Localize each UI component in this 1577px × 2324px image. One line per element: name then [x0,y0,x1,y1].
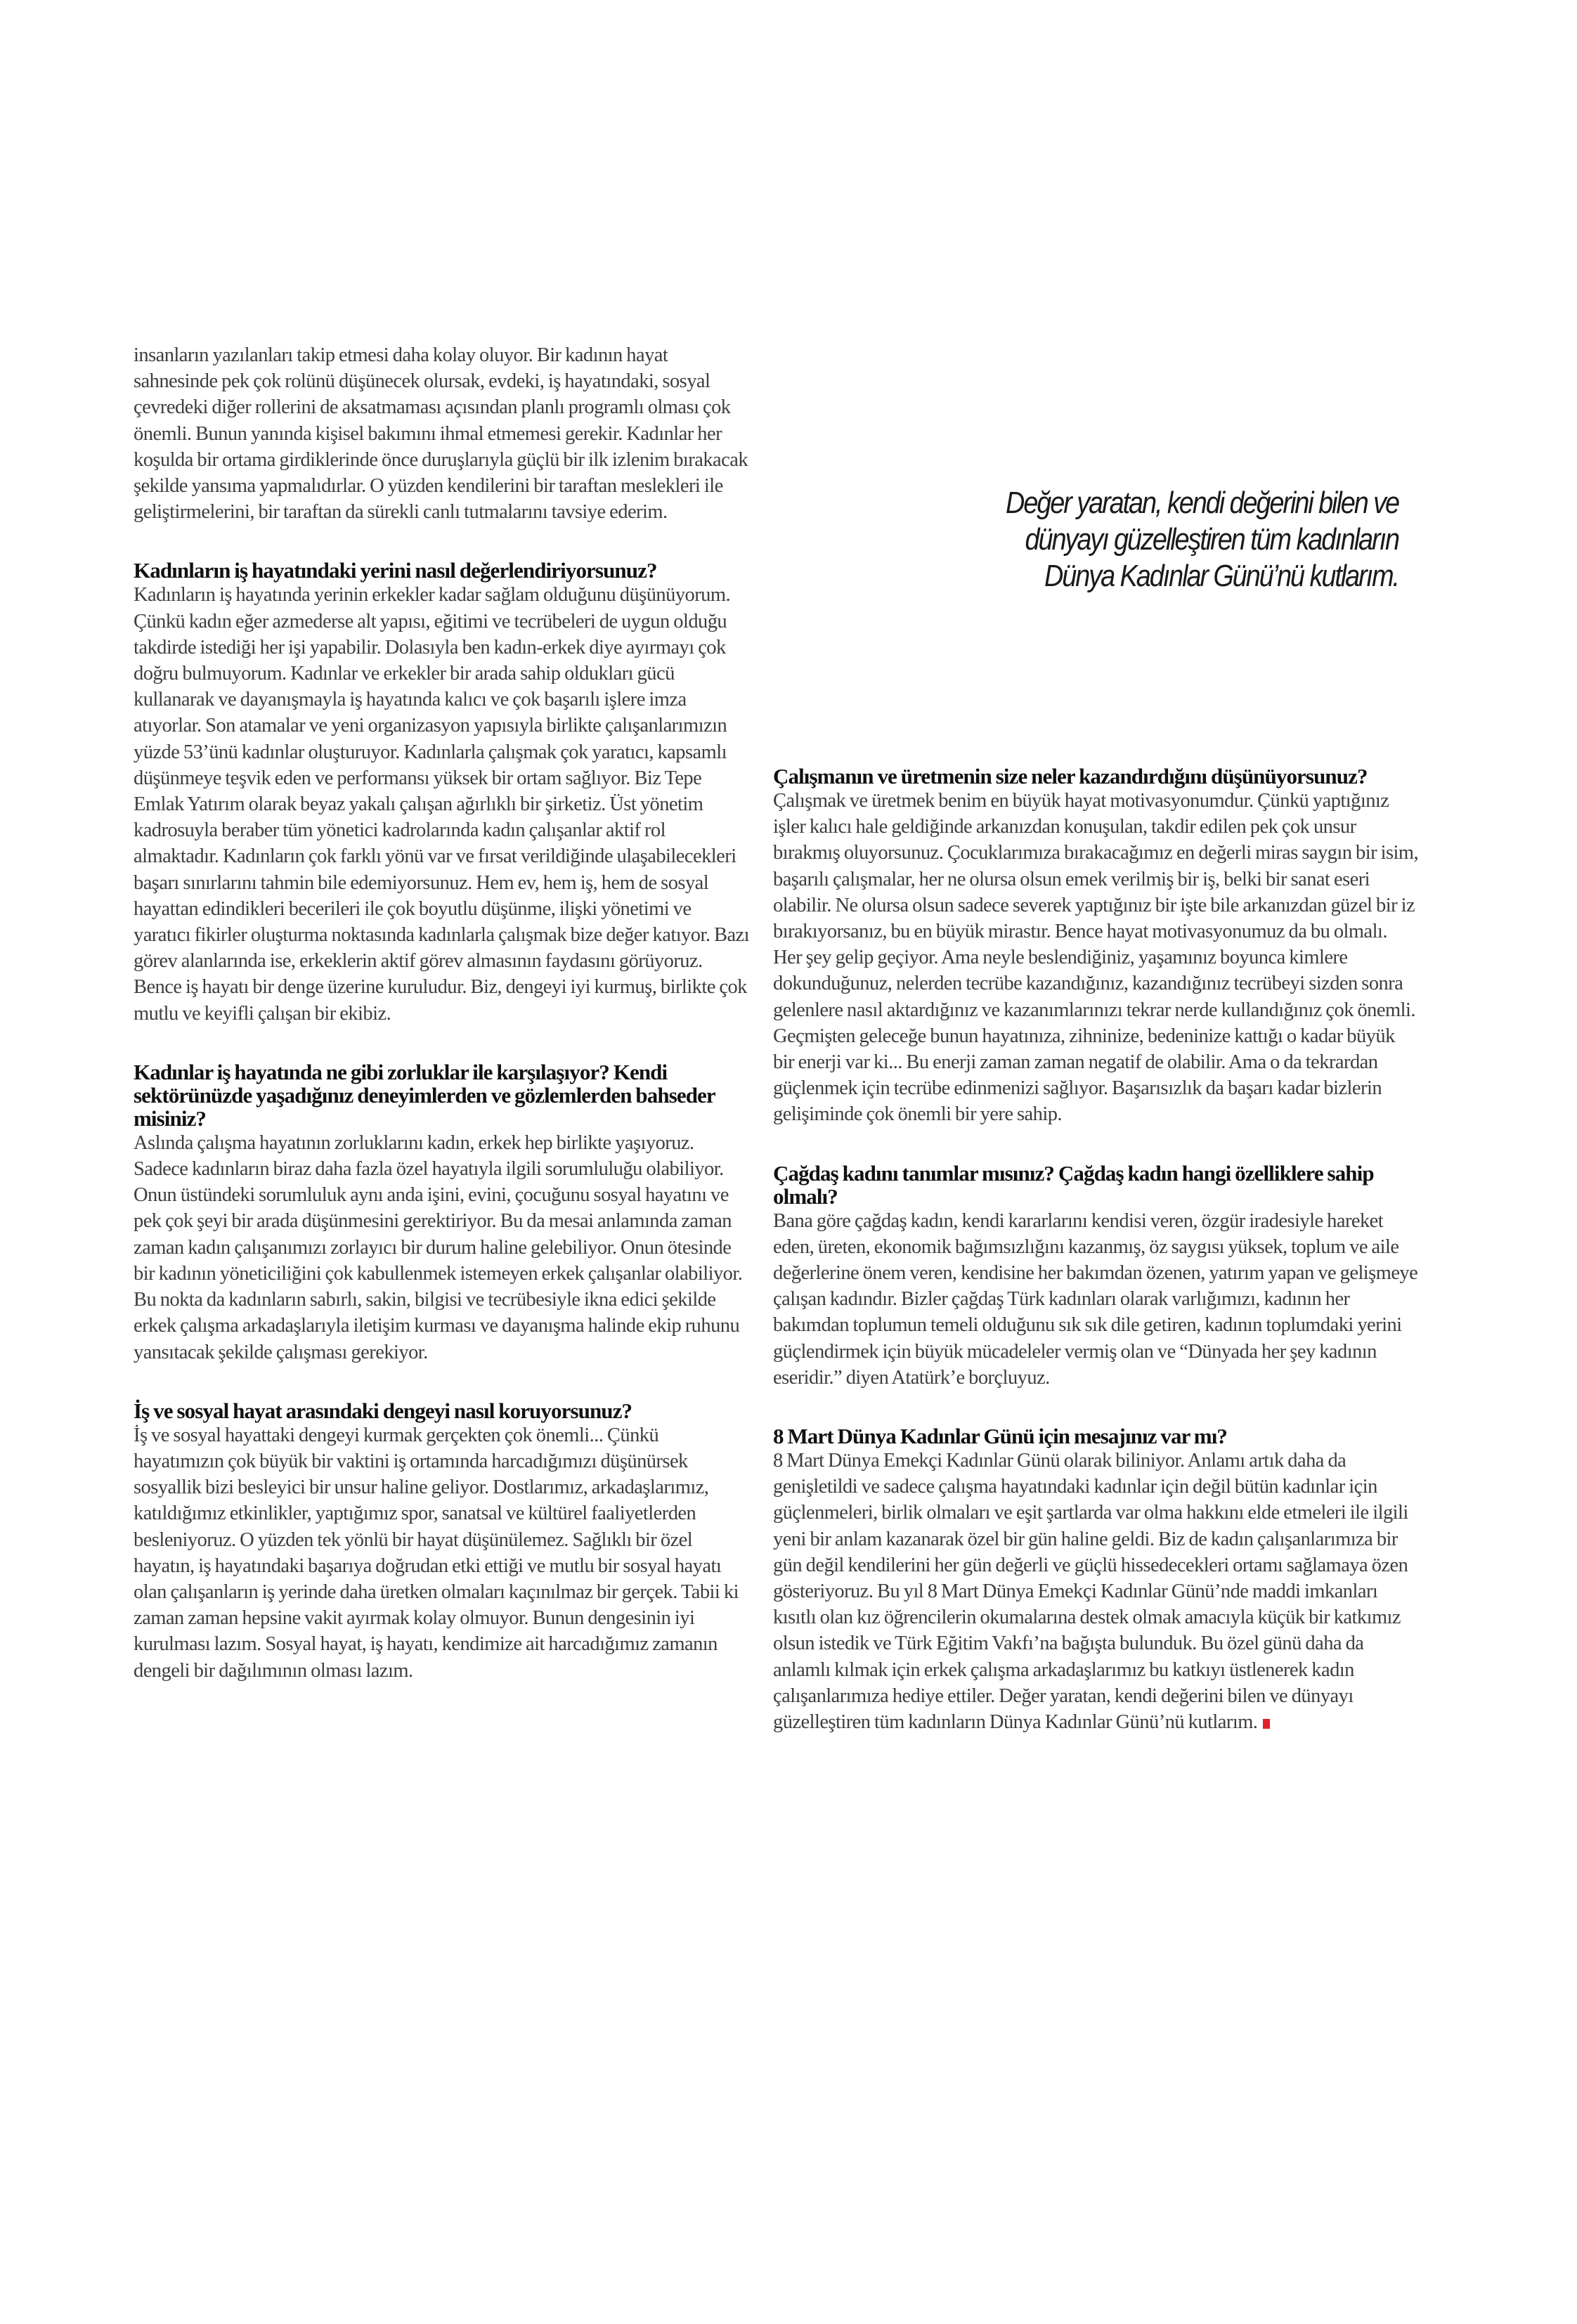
final-answer-paragraph [773,1448,1420,1735]
pull-quote: Değer yaratan, kendi değerini bilen ve dünyayı güzelleştiren tüm kadınların Dünya Kadınlar Günü’nü kutlarım. [1006,486,1398,593]
answer-paragraph: İş ve sosyal hayattaki dengeyi kurmak gerçekten çok önemli... Çünkü hayatımızın çok büyük bir vaktini iş ortamında harcadığımızı düşünürsek sosyallik bizi besleyici bir unsur haline geliyor. Dostlarımız, arkadaşlarımız, katıldığımız etkinlikler, yaptığımız spor, sanatsal ve kültürel faaliyetlerden besleniyoruz. O yüzden tek yönlü bir hayat düşünülemez. Sağlıklı bir özel hayatın, iş hayatındaki başarıya doğrudan etki ettiği ve mutlu bir sosyal hayatı olan çalışanların iş yerinde daha üretken olmaları kaçınılmaz bir gerçek. Tabii ki zaman zaman hepsine vakit ayırmak kolay olmuyor. Bunun dengesinin iyi kurulması lazım. Sosyal hayat, iş hayatı, kendimize ait harcadığımız zamanın dengeli bir dağılımının olması lazım. [134,1424,739,1682]
answer-paragraph: Aslında çalışma hayatının zorluklarını kadın, erkek hep birlikte yaşıyoruz. Sadece kadınların biraz daha fazla özel hayatıyla ilgili sorumluluğu olabiliyor. Onun üstündeki sorumluluk aynı anda işini, evini, çocuğunu sosyal hayatını ve pek çok şeyi bir arada düşünmesini gerektiriyor. Bu da mesai anlamında zaman zaman kadın çalışanımızı zorlayıcı bir durum haline gelebiliyor. Onun ötesinde bir kadının yöneticiliğini çok kabullenmek istemeyen erkek çalışanlar olabiliyor. Bu nokta da kadınların sabırlı, sakin, bilgisi ve tecrübesiyle ikna edici şekilde erkek çalışma arkadaşlarıyla iletişim kurması ve dayanışma halinde ekip ruhunu yansıtacak şekilde çalışması gerekiyor. [134,1131,743,1363]
answer-paragraph: Bana göre çağdaş kadın, kendi kararlarını kendisi veren, özgür iradesiyle hareket eden, üreten, ekonomik bağımsızlığını kazanmış, öz saygısı yüksek, toplum ve aile değerlerine önem veren, kendisine her bakımdan özenen, yatırım yapan ve gelişmeye çalışan kadındır. Bizler çağdaş Türk kadınları olarak varlığımızı, kadının her bakımdan toplumun temeli olduğunu sık sık dile getiren, kadının toplumdaki yerini güçlendirmek için büyük mücadeleler vermiş olan ve “Dünyada her şey kadının eseridir.” diyen Atatürk’e borçluyuz. [773,1209,1418,1389]
end-of-article-square-icon [1263,1719,1270,1729]
intro-paragraph: insanların yazılanları takip etmesi daha kolay oluyor. Bir kadının hayat sahnesinde pek çok rolünü düşünecek olursak, evdeki, iş hayatındaki, sosyal çevredeki diğer rollerini de aksatmaması açısından planlı programlı olması çok önemli. Bunun yanında kişisel bakımını ihmal etmemesi gerekir. Kadınlar her koşulda bir ortama girdiklerinde önce duruşlarıyla güçlü bir ilk izlenim bırakacak şekilde yansıma yapmalıdırlar. O yüzden kendilerini bir taraftan meslekleri ile geliştirmelerini, bir taraftan da sürekli canlı tutmalarını tavsiye ederim. [134,344,748,524]
question-heading: Çağdaş kadını tanımlar mısınız? Çağdaş kadın hangi özelliklere sahip olmalı? [773,1160,1374,1209]
answer-text: 8 Mart Dünya Emekçi Kadınlar Günü olarak biliniyor. Anlamı artık daha da genişletildi ve sadece çalışma hayatındaki kadınlar için değil bütün kadınlar için güçlenmeleri, birlik olmaları ve eşit şartlarda var olma hakkını elde etmeleri ile ilgili yeni bir anlam kazanarak özel bir gün haline geldi. Biz de kadın çalışanlarımıza bir gün değil kendilerini her gün değerli ve güçlü hissedecekleri ortamı sağlamaya özen gösteriyoruz. Bu yıl 8 Mart Dünya Emekçi Kadınlar Günü’nde maddi imkanları kısıtlı olan kız öğrencilerin okumalarına destek olmak amacıyla küçük bir katkımız olsun istedik ve Türk Eğitim Vakfı’na bağışta bulunduk. Bu özel günü daha da anlamlı kılmak için erkek çalışma arkadaşlarımız bu katkıyı üstlenerek kadın çalışanlarımıza hediye ettiler. Değer yaratan, kendi değerini bilen ve dünyayı güzelleştiren tüm kadınların Dünya Kadınlar Günü’nü kutlarım. [773,1450,1408,1734]
question-heading: Çalışmanın ve üretmenin size neler kazandırdığını düşünüyorsunuz? [773,764,1368,788]
answer-paragraph: Kadınların iş hayatında yerinin erkekler kadar sağlam olduğunu düşünüyorum. Çünkü kadın eğer azmederse alt yapısı, eğitimi ve tecrübeleri de uygun olduğu takdirde istediği her işi yapabilir. Dolasıyla ben kadın-erkek diye ayırmayı çok doğru bulmuyorum. Kadınlar ve erkekler bir arada sahip oldukları gücü kullanarak ve dayanışmayla iş hayatında kalıcı ve çok başarılı işlere imza atıyorlar. Son atamalar ve yeni organizasyon yapısıyla birlikte çalışanlarımızın yüzde 53’ünü kadınlar oluşturuyor. Kadınlarla çalışmak çok yaratıcı, kapsamlı düşünmeye teşvik eden ve performansı yüksek bir ortam sağlıyor. Biz Tepe Emlak Yatırım olarak beyaz yakalı çalışan ağırlıklı bir şirketiz. Üst yönetim kadrosuyla beraber tüm yönetici kadrolarında kadın çalışanlar aktif rol almaktadır. Kadınların çok farklı yönü var ve fırsat verildiğinde ulaşabilecekleri başarı sınırlarını tahmin bile edemiyorsunuz. Hem ev, hem iş, hem de sosyal hayattan edindikleri becerileri ile çok boyutlu düşünme, ilişki yönetimi ve yaratıcı fikirler oluşturma noktasında kadınlarla çalışmak bize değer katıyor. Bazı görev alanlarında ise, erkeklerin aktif görev almasının faydasını görüyoruz. Bence iş hayatı bir denge üzerine kuruludur. Biz, dengeyi iyi kurmuş, birlikte çok mutlu ve keyifli çalışan bir ekibiz. [134,584,750,1025]
question-heading: Kadınlar iş hayatında ne gibi zorluklar ile karşılaşıyor? Kendi sektörünüzde yaşadığınız deneyimlerden ve gözlemlerden bahseder misiniz? [134,1059,715,1131]
right-column [773,765,1420,1735]
question-heading: İş ve sosyal hayat arasındaki dengeyi nasıl koruyorsunuz? [134,1398,632,1423]
answer-paragraph: Çalışmak ve üretmek benim en büyük hayat motivasyonumdur. Çünkü yaptığınız işler kalıcı hale geldiğinde arkanızdan konuşulan, takdir edilen pek çok unsur bırakmış oluyorsunuz. Çocuklarımıza bırakacağımız en değerli miras saygın bir isim, başarılı çalışmalar, her ne olursa olsun emek verilmiş bir iş, belki bir sanat eseri olabilir. Ne olursa olsun sadece severek yaptığınız bir işte bile arkanızdan güzel bir iz bırakıyorsanız, bu en büyük mirastır. Bence hayat motivasyonumuz da bu olmalı. Her şey gelip geçiyor. Ama neyle beslendiğiniz, yaşamınız boyunca kimlere dokunduğunuz, nelerden tecrübe kazandığınız, kazandığınız tecrübeyi sizden sonra gelenlere nasıl aktardığınız ve kazanımlarınızı tekrar nerde kullandığınız çok önemli. Geçmişten geleceğe bunun hayatınıza, zihninize, bedeninize kattığı o kadar büyük bir enerji var ki... Bu enerji zaman zaman negatif de olabilir. Ama o da tekrardan güçlenmek için tecrübe edinmenizi sağlıyor. Başarısızlık da başarı kadar bizlerin gelişiminde çok önemli bir yere sahip. [773,790,1419,1126]
question-heading: Kadınların iş hayatındaki yerini nasıl değerlendiriyorsunuz? [134,558,657,583]
left-column [134,342,752,1684]
question-heading: 8 Mart Dünya Kadınlar Günü için mesajınız var mı? [773,1424,1228,1449]
